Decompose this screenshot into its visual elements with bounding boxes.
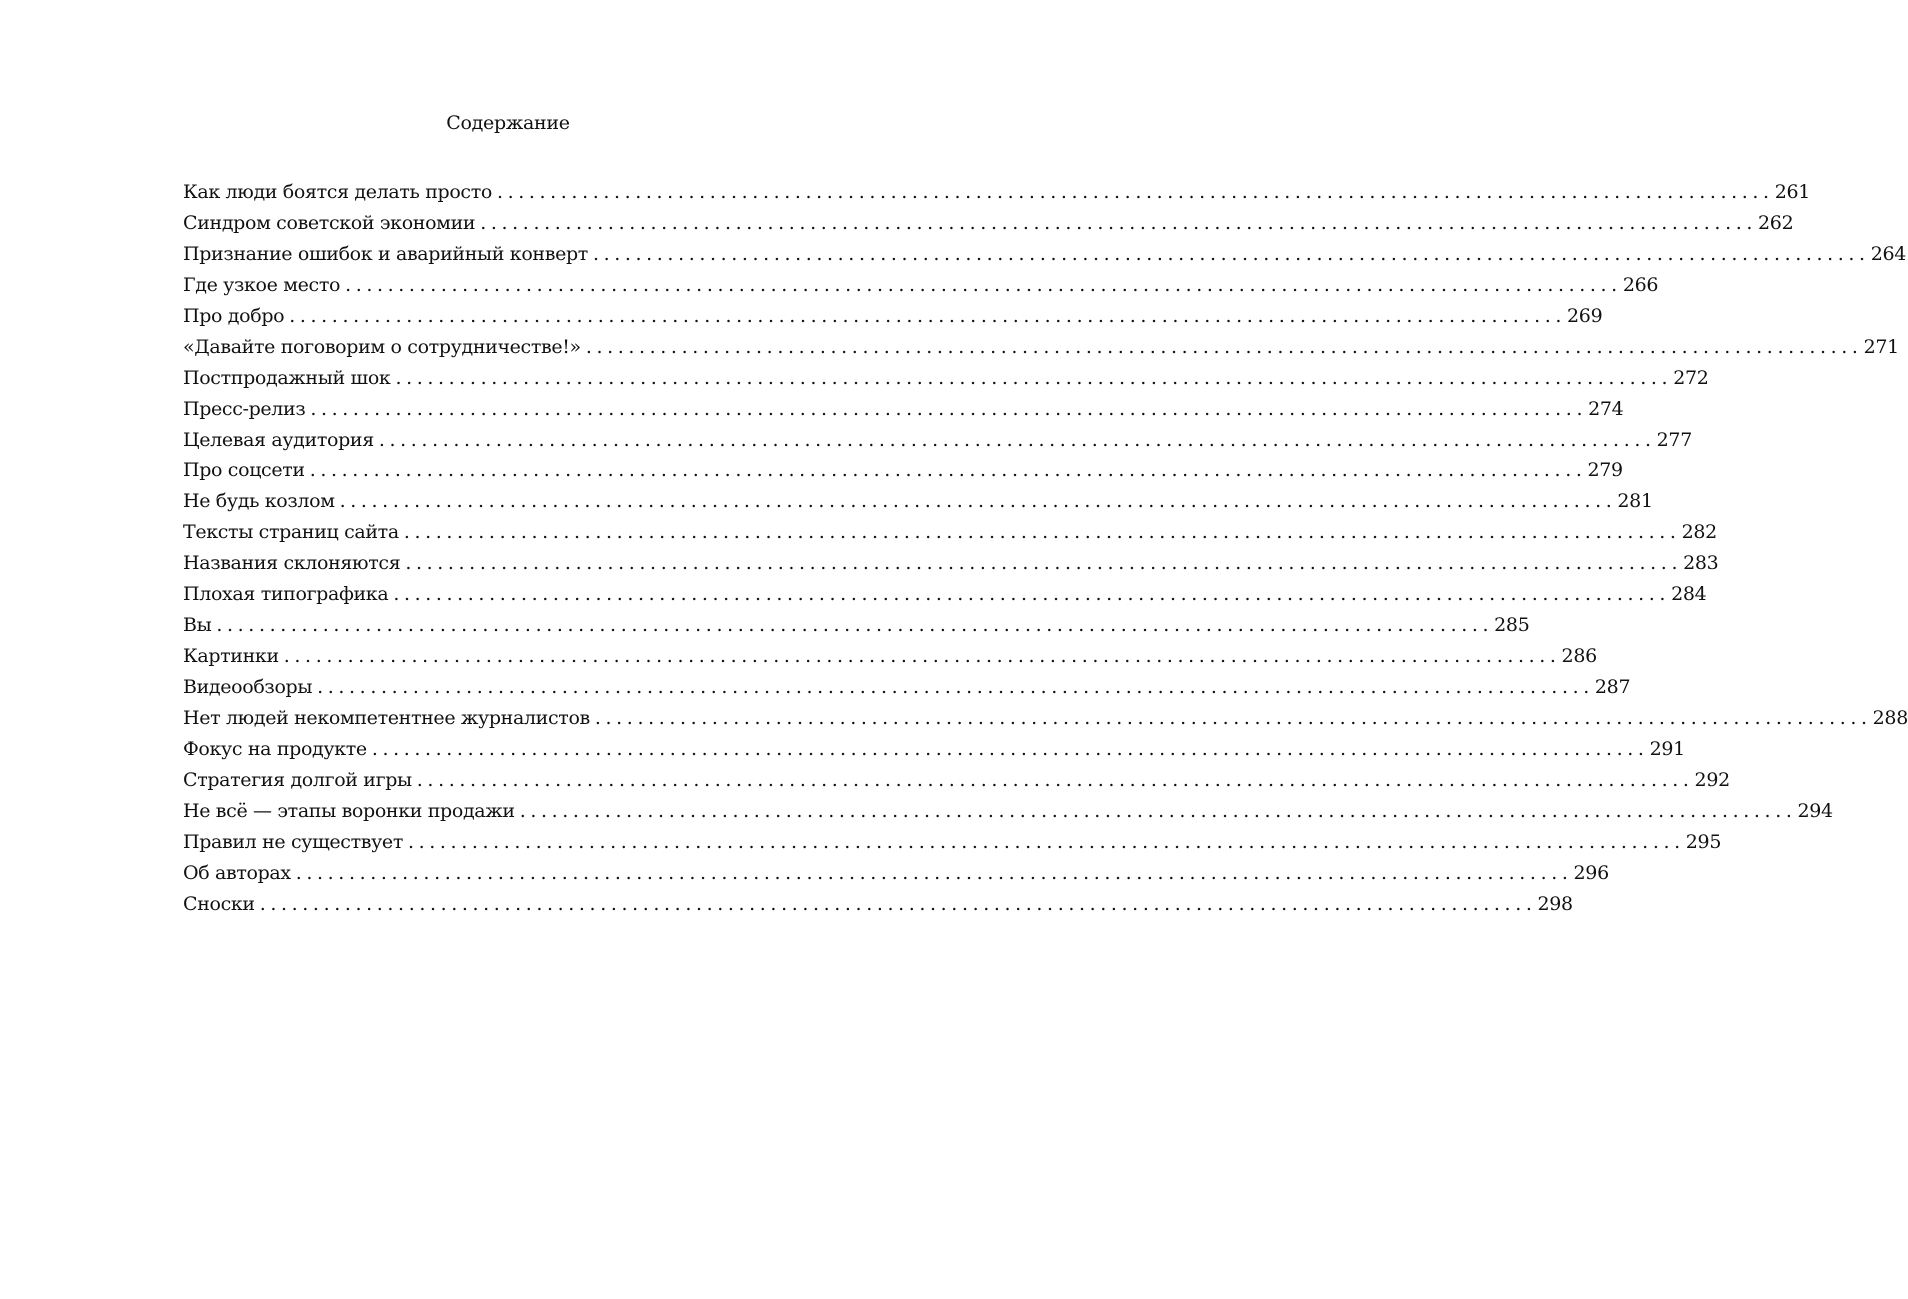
toc-entry-page-number: 286 (1561, 645, 1597, 668)
toc-entry-title: Про добро (183, 304, 285, 327)
toc-dot-leader: ........................................................................................................................ (309, 459, 1587, 482)
toc-entry-title: Сноски (183, 892, 255, 915)
toc-dot-leader: ........................................................................................................................ (310, 397, 1588, 420)
toc-entry[interactable] (183, 301, 1603, 332)
toc-dot-leader: ........................................................................................................................ (259, 892, 1537, 915)
toc-entry-page-number: 274 (1588, 397, 1624, 420)
toc-entry-title: Названия склоняются (183, 552, 401, 575)
toc-entry-title: Не будь козлом (183, 490, 335, 513)
toc-dot-leader: ........................................................................................................................ (339, 490, 1617, 513)
toc-entry-page-number: 264 (1870, 242, 1907, 265)
toc-entry[interactable] (183, 889, 1573, 920)
toc-entry[interactable] (183, 641, 1597, 672)
toc-dot-leader: ........................................................................................................................ (395, 366, 1673, 389)
toc-entry-page-number: 292 (1694, 768, 1730, 791)
toc-entry[interactable] (183, 239, 1907, 270)
toc-entry-page-number: 266 (1622, 273, 1659, 296)
toc-dot-leader: ........................................................................................................................ (416, 768, 1694, 791)
toc-entry[interactable] (183, 672, 1631, 703)
toc-dot-leader: ........................................................................................................................ (317, 676, 1594, 698)
toc-dot-leader: ........................................................................................................................ (480, 211, 1757, 234)
toc-entry-page-number: 261 (1774, 181, 1811, 203)
toc-entry-title: Фокус на продукте (183, 737, 367, 760)
toc-entry-page-number: 262 (1758, 211, 1794, 234)
toc-entry[interactable] (183, 394, 1624, 425)
toc-entry[interactable] (183, 796, 1833, 827)
toc-entry[interactable] (183, 486, 1653, 517)
toc-entry-page-number: 284 (1671, 583, 1707, 606)
toc-entry[interactable] (183, 208, 1794, 239)
table-of-contents (183, 177, 1908, 920)
toc-entry-title: Об авторах (183, 861, 291, 884)
toc-dot-leader: ........................................................................................................................ (393, 583, 1671, 606)
toc-entry-title: Не всё — этапы воронки продажи (183, 799, 515, 822)
toc-entry-title: Стратегия долгой игры (183, 768, 412, 791)
toc-dot-leader: ........................................................................................................................ (289, 304, 1566, 327)
toc-entry[interactable] (183, 734, 1685, 765)
toc-entry-page-number: 283 (1683, 552, 1719, 575)
toc-dot-leader: ........................................................................................................................ (378, 428, 1656, 451)
toc-entry-title: Про соцсети (183, 459, 305, 482)
toc-dot-leader: ........................................................................................................................ (216, 614, 1494, 637)
toc-entry-page-number: 285 (1494, 614, 1530, 637)
toc-entry-page-number: 287 (1594, 676, 1631, 698)
toc-entry-title: Нет людей некомпетентнее журналистов (183, 706, 590, 729)
toc-entry-title: Постпродажный шок (183, 366, 391, 389)
toc-entry[interactable] (183, 332, 1899, 363)
toc-entry[interactable] (183, 177, 1811, 208)
toc-dot-leader: ........................................................................................................................ (585, 335, 1863, 358)
toc-entry[interactable] (183, 579, 1707, 610)
toc-entry-title: Тексты страниц сайта (183, 521, 399, 544)
toc-entry-title: Пресс-релиз (183, 397, 306, 420)
toc-entry[interactable] (183, 425, 1692, 456)
toc-entry-title: Как люди боятся делать просто (183, 181, 492, 203)
toc-entry[interactable] (183, 827, 1722, 858)
toc-entry-title: Где узкое место (183, 273, 341, 296)
toc-entry[interactable] (183, 610, 1530, 641)
toc-entry-page-number: 291 (1649, 737, 1685, 760)
toc-entry[interactable] (183, 703, 1908, 734)
page-title: Содержание (446, 112, 570, 134)
toc-entry-title: Признание ошибок и аварийный конверт (183, 242, 588, 265)
toc-entry-title: Картинки (183, 645, 279, 668)
toc-entry-page-number: 296 (1573, 861, 1609, 884)
toc-entry-title: Плохая типографика (183, 583, 389, 606)
toc-entry-page-number: 272 (1673, 366, 1709, 389)
toc-entry[interactable] (183, 270, 1659, 301)
toc-dot-leader: ........................................................................................................................ (345, 273, 1622, 296)
toc-entry-title: «Давайте поговорим о сотрудничестве!» (183, 335, 581, 358)
toc-entry[interactable] (183, 363, 1709, 394)
toc-entry-page-number: 277 (1656, 428, 1692, 451)
toc-entry-title: Видеообзоры (183, 676, 313, 698)
toc-entry-page-number: 295 (1685, 830, 1722, 853)
toc-entry[interactable] (183, 455, 1623, 486)
toc-entry-title: Целевая аудитория (183, 428, 374, 451)
toc-dot-leader: ........................................................................................................................ (408, 830, 1685, 853)
toc-entry[interactable] (183, 517, 1717, 548)
toc-entry-page-number: 279 (1587, 459, 1623, 482)
toc-entry-title: Правил не существует (183, 830, 403, 853)
toc-dot-leader: ........................................................................................................................ (403, 521, 1681, 544)
toc-entry-page-number: 294 (1797, 799, 1833, 822)
toc-dot-leader: ........................................................................................................................ (594, 706, 1872, 729)
toc-dot-leader: ........................................................................................................................ (371, 737, 1649, 760)
toc-entry-page-number: 288 (1872, 706, 1908, 729)
toc-entry[interactable] (183, 858, 1609, 889)
toc-entry-page-number: 269 (1567, 304, 1603, 327)
toc-entry-title: Синдром советской экономии (183, 211, 476, 234)
toc-dot-leader: ........................................................................................................................ (283, 645, 1561, 668)
toc-entry-page-number: 281 (1617, 490, 1653, 513)
toc-entry-title: Вы (183, 614, 212, 637)
toc-entry-page-number: 298 (1537, 892, 1573, 915)
toc-dot-leader: ........................................................................................................................ (519, 799, 1797, 822)
toc-entry-page-number: 271 (1863, 335, 1899, 358)
toc-dot-leader: ........................................................................................................................ (405, 552, 1683, 575)
toc-dot-leader: ........................................................................................................................ (295, 861, 1573, 884)
toc-entry[interactable] (183, 548, 1719, 579)
toc-entry[interactable] (183, 765, 1730, 796)
toc-dot-leader: ........................................................................................................................ (496, 181, 1774, 203)
toc-entry-page-number: 282 (1681, 521, 1717, 544)
toc-dot-leader: ........................................................................................................................ (592, 242, 1870, 265)
